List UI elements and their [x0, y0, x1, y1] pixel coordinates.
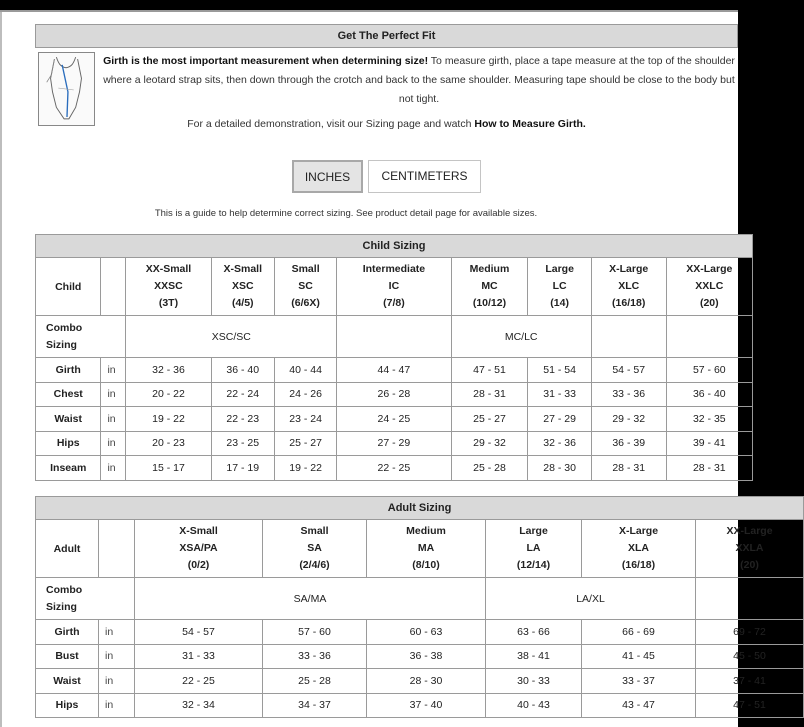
child-combo-label: Combo Sizing — [36, 316, 126, 358]
measurement-cell: 22 - 25 — [135, 669, 263, 694]
child-sizing-table — [35, 234, 753, 481]
measurement-cell: 66 - 69 — [582, 620, 696, 645]
child-combo-mc-lc: MC/LC — [451, 316, 591, 358]
measurement-cell: 37 - 40 — [367, 693, 486, 718]
table-row — [36, 456, 753, 481]
measurement-cell: 23 - 24 — [274, 407, 336, 432]
child-combo-empty — [666, 316, 752, 358]
adult-size-header: Medium MA (8/10) — [367, 520, 486, 578]
adult-size-header: XX-Large XXLA (20) — [696, 520, 804, 578]
measurement-cell: 36 - 39 — [591, 431, 666, 456]
top-border — [0, 10, 738, 12]
child-size-header: X-Small XSC (4/5) — [211, 258, 274, 316]
table-row — [36, 693, 804, 718]
measurement-cell: 45 - 50 — [696, 644, 804, 669]
child-size-header: Small SC (6/6X) — [274, 258, 336, 316]
measurement-cell: 36 - 40 — [211, 358, 274, 383]
measurement-cell: 28 - 30 — [528, 456, 591, 481]
measurement-cell: 41 - 45 — [582, 644, 696, 669]
measurement-cell: 24 - 26 — [274, 382, 336, 407]
measurement-cell: 36 - 40 — [666, 382, 752, 407]
measurement-cell: 34 - 37 — [263, 693, 367, 718]
measurement-cell: 17 - 19 — [211, 456, 274, 481]
measurement-cell: 20 - 22 — [126, 382, 211, 407]
table-row — [36, 407, 753, 432]
unit-cell: in — [99, 693, 135, 718]
child-size-header: XX-Large XXLC (20) — [666, 258, 752, 316]
how-to-measure-link[interactable]: How to Measure Girth. — [474, 118, 586, 130]
measurement-cell: 32 - 35 — [666, 407, 752, 432]
child-combo-xsc-sc: XSC/SC — [126, 316, 337, 358]
unit-column-header — [101, 258, 126, 316]
measurement-cell: 60 - 63 — [367, 620, 486, 645]
measurement-cell: 22 - 25 — [337, 456, 451, 481]
adult-sizing-table — [35, 496, 804, 718]
adult-row-header: Adult — [36, 520, 99, 578]
unit-column-header — [99, 520, 135, 578]
adult-size-header: X-Large XLA (16/18) — [582, 520, 696, 578]
measurement-cell: 57 - 60 — [666, 358, 752, 383]
adult-size-header: Large LA (12/14) — [486, 520, 582, 578]
measurement-cell: 69 - 72 — [696, 620, 804, 645]
measurement-cell: 22 - 24 — [211, 382, 274, 407]
unit-cell: in — [99, 644, 135, 669]
measurement-cell: 25 - 28 — [263, 669, 367, 694]
unit-cell: in — [101, 382, 126, 407]
unit-cell: in — [101, 407, 126, 432]
measurement-cell: 29 - 32 — [451, 431, 528, 456]
adult-combo-la-xl: LA/XL — [486, 578, 696, 620]
table-row — [36, 669, 804, 694]
measurement-cell: 40 - 43 — [486, 693, 582, 718]
measurement-cell: 28 - 31 — [591, 456, 666, 481]
row-label: Hips — [36, 431, 101, 456]
child-size-header: XX-Small XXSC (3T) — [126, 258, 211, 316]
measurement-cell: 54 - 57 — [591, 358, 666, 383]
measurement-cell: 24 - 25 — [337, 407, 451, 432]
measurement-cell: 38 - 41 — [486, 644, 582, 669]
adult-sizing-title: Adult Sizing — [36, 497, 804, 520]
measurement-cell: 63 - 66 — [486, 620, 582, 645]
leotard-figure-icon — [38, 52, 95, 126]
child-size-header: X-Large XLC (16/18) — [591, 258, 666, 316]
row-label: Girth — [36, 358, 101, 383]
measurement-cell: 25 - 27 — [451, 407, 528, 432]
measurement-cell: 33 - 36 — [263, 644, 367, 669]
adult-size-header: X-Small XSA/PA (0/2) — [135, 520, 263, 578]
measurement-cell: 27 - 29 — [337, 431, 451, 456]
page-title: Get The Perfect Fit — [35, 24, 738, 48]
measurement-cell: 23 - 25 — [211, 431, 274, 456]
unit-cell: in — [101, 456, 126, 481]
measurement-cell: 43 - 47 — [582, 693, 696, 718]
row-label: Hips — [36, 693, 99, 718]
measurement-cell: 39 - 41 — [666, 431, 752, 456]
measurement-cell: 57 - 60 — [263, 620, 367, 645]
measurement-cell: 37 - 41 — [696, 669, 804, 694]
unit-cell: in — [99, 669, 135, 694]
measurement-cell: 25 - 28 — [451, 456, 528, 481]
adult-size-header: Small SA (2/4/6) — [263, 520, 367, 578]
measurement-cell: 20 - 23 — [126, 431, 211, 456]
adult-combo-sa-ma: SA/MA — [135, 578, 486, 620]
measurement-cell: 19 - 22 — [126, 407, 211, 432]
measurement-cell: 19 - 22 — [274, 456, 336, 481]
measurement-cell: 44 - 47 — [337, 358, 451, 383]
child-size-header: Intermediate IC (7/8) — [337, 258, 451, 316]
table-row — [36, 431, 753, 456]
girth-instructions — [102, 52, 736, 109]
demo-note — [35, 118, 738, 130]
measurement-cell: 31 - 33 — [135, 644, 263, 669]
centimeters-button[interactable]: CENTIMETERS — [368, 160, 481, 193]
measurement-cell: 25 - 27 — [274, 431, 336, 456]
measurement-cell: 29 - 32 — [591, 407, 666, 432]
row-label: Waist — [36, 407, 101, 432]
measurement-cell: 27 - 29 — [528, 407, 591, 432]
measurement-cell: 36 - 38 — [367, 644, 486, 669]
measurement-cell: 32 - 36 — [528, 431, 591, 456]
table-row — [36, 644, 804, 669]
row-label: Waist — [36, 669, 99, 694]
measurement-cell: 54 - 57 — [135, 620, 263, 645]
demo-text: For a detailed demonstration, visit our Sizing page and watch — [187, 118, 475, 130]
inches-button[interactable]: INCHES — [292, 160, 363, 193]
row-label: Girth — [36, 620, 99, 645]
measurement-cell: 31 - 33 — [528, 382, 591, 407]
row-label: Chest — [36, 382, 101, 407]
table-row — [36, 382, 753, 407]
intro-text: To measure girth, place a tape measure at the top of the shoulder where a leotard strap sits, then down through the crotch and back to the same shoulder. Measuring tape should be close to the body but not tight. — [103, 55, 735, 105]
adult-combo-label: Combo Sizing — [36, 578, 135, 620]
child-row-header: Child — [36, 258, 101, 316]
measurement-cell: 22 - 23 — [211, 407, 274, 432]
measurement-cell: 33 - 37 — [582, 669, 696, 694]
measurement-cell: 32 - 34 — [135, 693, 263, 718]
adult-combo-empty — [696, 578, 804, 620]
table-row — [36, 358, 753, 383]
measurement-cell: 47 - 51 — [451, 358, 528, 383]
unit-cell: in — [101, 358, 126, 383]
measurement-cell: 47 - 51 — [696, 693, 804, 718]
intro-bold-text: Girth is the most important measurement when determining size! — [103, 55, 429, 67]
measurement-cell: 30 - 33 — [486, 669, 582, 694]
child-size-header: Medium MC (10/12) — [451, 258, 528, 316]
unit-cell: in — [99, 620, 135, 645]
measurement-cell: 40 - 44 — [274, 358, 336, 383]
child-combo-empty — [337, 316, 451, 358]
sizing-guide-note: This is a guide to help determine correct sizing. See product detail page for available sizes. — [154, 208, 538, 219]
measurement-cell: 28 - 30 — [367, 669, 486, 694]
child-combo-empty — [591, 316, 666, 358]
measurement-cell: 26 - 28 — [337, 382, 451, 407]
child-size-header: Large LC (14) — [528, 258, 591, 316]
measurement-cell: 28 - 31 — [451, 382, 528, 407]
row-label: Inseam — [36, 456, 101, 481]
table-row — [36, 620, 804, 645]
left-border — [0, 12, 2, 727]
measurement-cell: 33 - 36 — [591, 382, 666, 407]
child-sizing-title: Child Sizing — [36, 235, 753, 258]
measurement-cell: 28 - 31 — [666, 456, 752, 481]
unit-cell: in — [101, 431, 126, 456]
measurement-cell: 51 - 54 — [528, 358, 591, 383]
measurement-cell: 32 - 36 — [126, 358, 211, 383]
measurement-cell: 15 - 17 — [126, 456, 211, 481]
row-label: Bust — [36, 644, 99, 669]
